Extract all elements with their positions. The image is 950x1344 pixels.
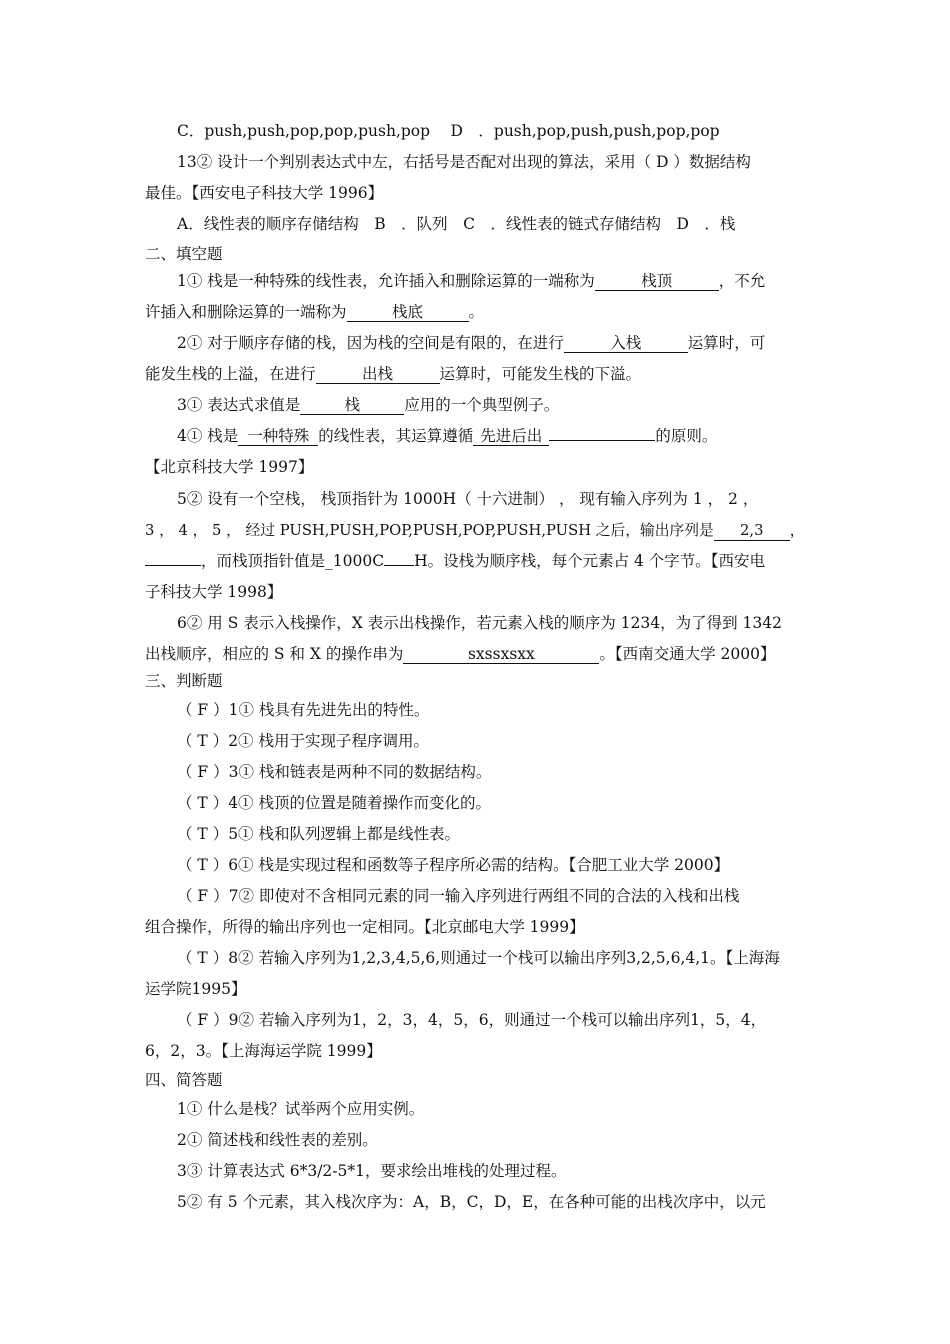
fill-1-line-2 (145, 297, 807, 328)
text: 。【西南交通大学 2000】 (599, 645, 776, 663)
text: ，而栈顶指针值是_1000C (201, 552, 385, 570)
answer-blank: 先进后出 (473, 427, 549, 446)
fill-1-line-1 (177, 266, 807, 297)
section-heading-short-answer: 四、简答题 (145, 1071, 223, 1089)
text: 1① 栈是一种特殊的线性表，允许插入和删除运算的一端称为 (177, 272, 595, 290)
text: 2① 对于顺序存储的栈，因为栈的空间是有限的，在进行 (177, 334, 564, 352)
fill-2-line-2 (145, 359, 807, 390)
question-13-line-1: 13② 设计一个判别表达式中左，右括号是否配对出现的算法，采用（ D ）数据结构 (177, 153, 751, 171)
tf-item-4: （ T ）4① 栈顶的位置是随着操作而变化的。 (177, 794, 491, 812)
tf-item-6: （ T ）6① 栈是实现过程和函数等子程序所必需的结构。【合肥工业大学 2000】 (177, 856, 730, 874)
tf-item-7-line-1: （ F ）7② 即使对不含相同元素的同一输入序列进行两组不同的合法的入栈和出栈 (177, 887, 740, 905)
text: 。 (468, 303, 485, 321)
tf-item-5: （ T ）5① 栈和队列逻辑上都是线性表。 (177, 825, 460, 843)
fill-5-line-3 (145, 546, 807, 577)
tf-item-9-line-1: （ F ）9② 若输入序列为1，2，3，4，5，6，则通过一个栈可以输出序列1，5，4， (177, 1011, 767, 1029)
tf-item-1: （ F ）1① 栈具有先进先出的特性。 (177, 701, 430, 719)
question-13-line-2: 最佳。【西安电子科技大学 1996】 (145, 184, 384, 202)
text: 的原则。 (655, 427, 718, 445)
answer-blank: 2,3 (714, 522, 790, 541)
text: 运算时，可能发生栈的下溢。 (439, 365, 642, 383)
tf-item-3: （ F ）3① 栈和链表是两种不同的数据结构。 (177, 763, 492, 781)
short-answer-2: 2① 简述栈和线性表的差别。 (177, 1131, 378, 1149)
answer-blank: 一种特殊 (238, 427, 318, 446)
text: ，不允 (718, 272, 766, 290)
fill-4-line-1 (177, 421, 807, 452)
tf-item-2: （ T ）2① 栈用于实现子程序调用。 (177, 732, 429, 750)
answer-blank: 出栈 (316, 365, 440, 384)
fill-6-line-1: 6② 用 S 表示入栈操作，X 表示出栈操作，若元素入栈的顺序为 1234，为了得到 1342 (177, 614, 782, 632)
answer-blank: sxssxsxx (403, 645, 599, 664)
text: 出栈顺序，相应的 S 和 X 的操作串为 (145, 645, 404, 663)
answer-blank: 入栈 (564, 334, 688, 353)
answer-blank: 栈顶 (595, 272, 719, 291)
tf-item-9-line-2: 6，2，3。【上海海运学院 1999】 (145, 1042, 382, 1060)
text: ， (789, 522, 805, 539)
tf-item-8-line-1: （ T ）8② 若输入序列为1,2,3,4,5,6,则通过一个栈可以输出序列3,2,5,6,4,1。【上海海 (177, 949, 780, 967)
short-answer-3: 3③ 计算表达式 6*3/2-5*1，要求绘出堆栈的处理过程。 (177, 1162, 567, 1180)
answer-blank-empty (549, 440, 655, 441)
fill-5-line-4: 子科技大学 1998】 (145, 583, 283, 601)
option-line-c-d: C．push,push,pop,pop,push,pop D ．push,pop,push,push,pop,pop (177, 122, 720, 140)
fill-4-line-2: 【北京科技大学 1997】 (145, 458, 314, 476)
text: 4① 栈是 (177, 427, 239, 445)
text: 能发生栈的上溢，在进行 (145, 365, 316, 383)
answer-blank: 栈底 (347, 303, 469, 322)
answer-blank: 栈 (300, 396, 404, 415)
tf-item-8-line-2: 运学院1995】 (145, 980, 247, 998)
text: 的线性表，其运算遵循 (318, 427, 474, 445)
fill-5-line-2 (145, 515, 807, 546)
answer-blank-empty (145, 565, 201, 566)
short-answer-1: 1① 什么是栈？试举两个应用实例。 (177, 1100, 425, 1118)
text: 3 ， 4 ， 5 ， 经过 PUSH,PUSH,POP,PUSH,POP,PUSH,PUSH 之后，输出序列是 (145, 522, 714, 539)
tf-item-7-line-2: 组合操作，所得的输出序列也一定相同。【北京邮电大学 1999】 (145, 918, 585, 936)
section-heading-fill-blank: 二、填空题 (145, 245, 223, 263)
text: 运算时，可 (687, 334, 766, 352)
question-13-options: A．线性表的顺序存储结构 B ．队列 C ．线性表的链式存储结构 D ．栈 (177, 215, 736, 233)
fill-3 (177, 390, 807, 421)
fill-5-line-1: 5② 设有一个空栈， 栈顶指针为 1000H（ 十六进制） ， 现有输入序列为 1 ， 2 ， (177, 490, 759, 508)
short-answer-5: 5② 有 5 个元素，其入栈次序为：A，B，C，D，E，在各种可能的出栈次序中，以元 (177, 1193, 766, 1211)
text: 3① 表达式求值是 (177, 396, 301, 414)
text: H。设栈为顺序栈，每个元素占 4 个字节。【西安电 (414, 552, 766, 570)
fill-2-line-1 (177, 328, 807, 359)
text: 许插入和删除运算的一端称为 (145, 303, 347, 321)
section-heading-true-false: 三、判断题 (145, 672, 223, 690)
answer-blank-empty (384, 565, 414, 566)
text: 应用的一个典型例子。 (404, 396, 560, 414)
